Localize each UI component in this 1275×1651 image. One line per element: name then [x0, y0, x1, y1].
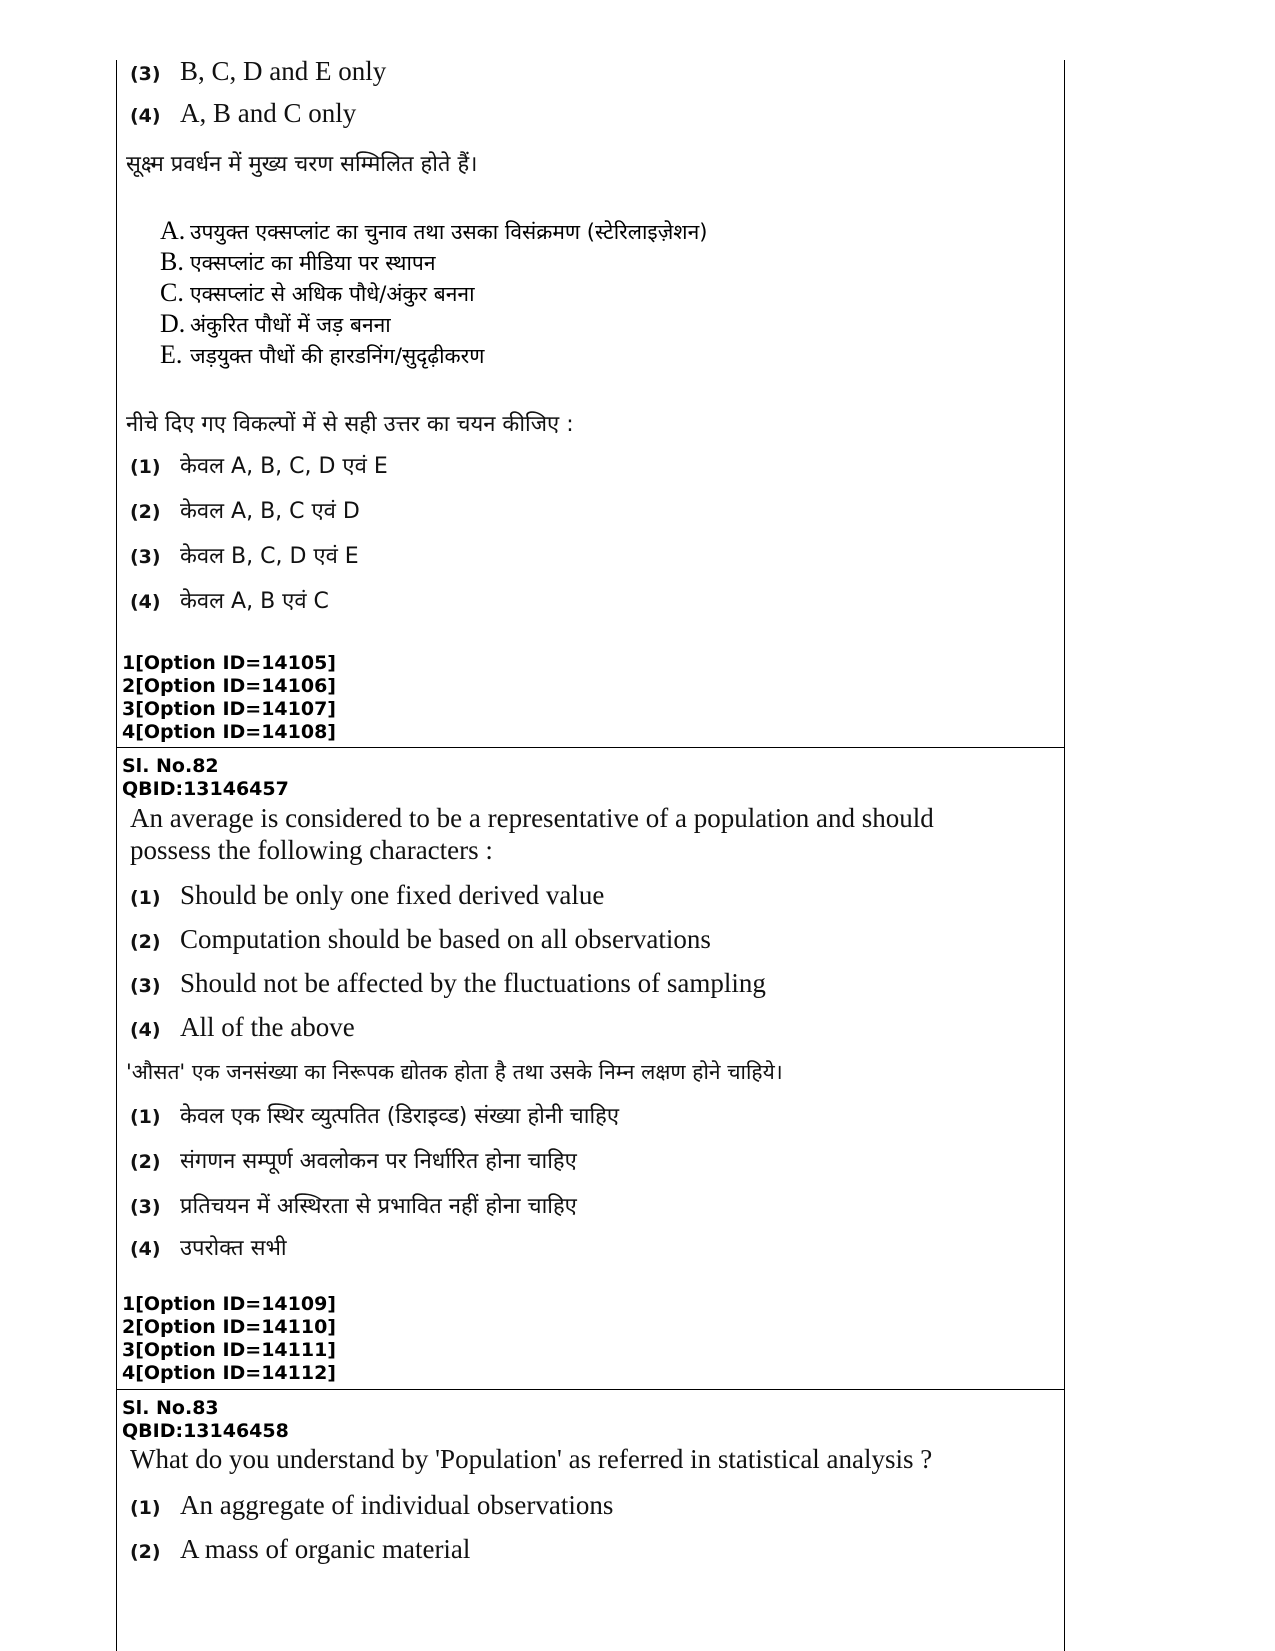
left-border — [116, 60, 117, 1651]
statement-item: B. एक्सप्लांट का मीडिया पर स्थापन — [160, 247, 436, 276]
q82-header — [122, 755, 289, 801]
q82-option-3-hi: (3) प्रतिचयन में अस्थिरता से प्रभावित नहीं होना चाहिए — [130, 1194, 577, 1219]
q83-sl-no: Sl. No.83 — [122, 1397, 219, 1419]
q82-option-4-hi: (4) उपरोक्त सभी — [130, 1236, 287, 1261]
q82-question-hi: 'औसत' एक जनसंख्या का निरूपक द्योतक होता है तथा उसके निम्न लक्षण होने चाहिये। — [126, 1060, 783, 1084]
statement-item: E. जड़युक्त पौधों की हारडनिंग/सुदृढ़ीकरण — [160, 340, 485, 369]
q81-option-3-en: (3) B, C, D and E only — [130, 56, 387, 86]
q82-option-2-hi: (2) संगणन सम्पूर्ण अवलोकन पर निर्धारित होना चाहिए — [130, 1149, 577, 1174]
q83-option-2-en: (2) A mass of organic material — [130, 1534, 471, 1564]
q83-qbid: QBID:13146458 — [122, 1420, 289, 1442]
q81-option-4-hi: (4) केवल A, B एवं C — [130, 589, 329, 614]
q81-option-3-hi: (3) केवल B, C, D एवं E — [130, 544, 359, 569]
q82-option-4-en: (4) All of the above — [130, 1012, 355, 1042]
section-divider — [116, 747, 1065, 748]
q82-option-1-en: (1) Should be only one fixed derived value — [130, 880, 605, 910]
q82-sl-no: Sl. No.82 — [122, 755, 219, 777]
statement-item: C. एक्सप्लांट से अधिक पौधे/अंकुर बनना — [160, 278, 475, 307]
q81-option-1-hi: (1) केवल A, B, C, D एवं E — [130, 454, 388, 479]
statement-item: D. अंकुरित पौधों में जड़ बनना — [160, 309, 391, 338]
q81-option-ids: 1[Option ID=14105] 2[Option ID=14106] 3[Option ID=14107] 4[Option ID=14108] — [122, 652, 336, 743]
q82-option-ids: 1[Option ID=14109] 2[Option ID=14110] 3[Option ID=14111] 4[Option ID=14112] — [122, 1293, 336, 1384]
q82-option-2-en: (2) Computation should be based on all observations — [130, 924, 711, 954]
q81-hindi-intro: सूक्ष्म प्रवर्धन में मुख्य चरण सम्मिलित होते हैं। — [126, 152, 478, 177]
q82-qbid: QBID:13146457 — [122, 778, 289, 800]
q81-option-4-en: (4) A, B and C only — [130, 98, 357, 128]
q81-hindi-prompt: नीचे दिए गए विकल्पों में से सही उत्तर का चयन कीजिए : — [126, 412, 574, 437]
q83-header — [122, 1397, 289, 1443]
q83-option-1-en: (1) An aggregate of individual observations — [130, 1490, 614, 1520]
q81-option-2-hi: (2) केवल A, B, C एवं D — [130, 499, 360, 524]
q82-option-1-hi: (1) केवल एक स्थिर व्युत्पतित (डिराइव्ड) संख्या होनी चाहिए — [130, 1104, 619, 1129]
right-border — [1064, 60, 1065, 1651]
q82-question-en: An average is considered to be a representative of a population and should possess the following characters : — [130, 803, 934, 865]
section-divider — [116, 1389, 1065, 1390]
q82-option-3-en: (3) Should not be affected by the fluctuations of sampling — [130, 968, 766, 998]
q83-question-en: What do you understand by 'Population' as referred in statistical analysis ? — [130, 1444, 933, 1474]
q81-statement-list — [160, 216, 707, 371]
statement-item: A. उपयुक्त एक्सप्लांट का चुनाव तथा उसका विसंक्रमण (स्टेरिलाइज़ेशन) — [160, 216, 708, 245]
